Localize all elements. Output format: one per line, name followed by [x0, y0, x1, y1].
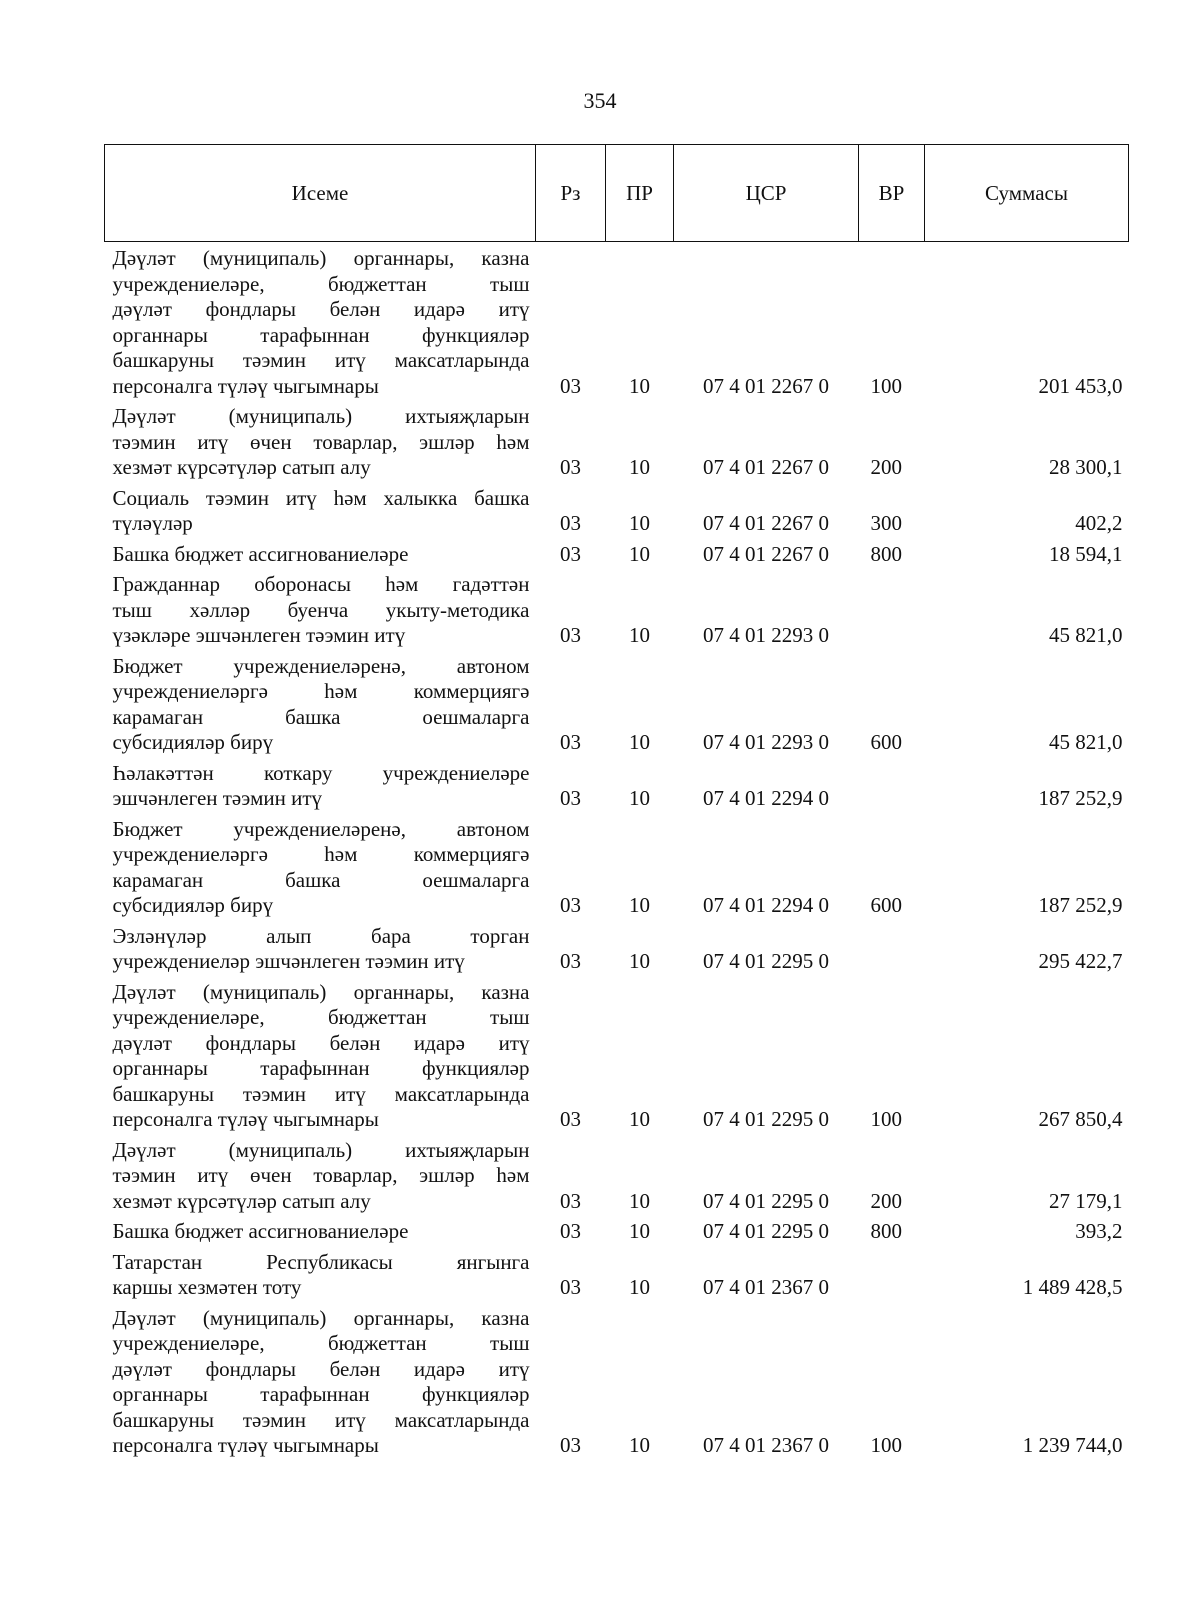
- row-sum: 1 489 428,5: [1022, 1275, 1123, 1299]
- row-rz: 03: [560, 511, 581, 535]
- table-row: [105, 1219, 1129, 1250]
- row-pr: 10: [629, 1433, 650, 1457]
- row-sum: 45 821,0: [1049, 730, 1123, 754]
- row-vr: [859, 572, 925, 654]
- row-pr: 10: [629, 1107, 650, 1131]
- row-name-line: Башка бюджет ассигнованиеләре: [112, 1219, 409, 1243]
- row-name-line: учреждениеләр эшчәнлеген тәэмин итү: [112, 949, 465, 973]
- row-name-line: учреждениеләре, бюджеттан тыш: [112, 271, 530, 296]
- header-sum: Суммасы: [925, 145, 1129, 242]
- row-csr: 07 4 01 2267 0: [703, 511, 829, 535]
- row-name-line: персоналга түләү чыгымнары: [112, 1107, 379, 1131]
- row-name-line: учреждениеләргә һәм коммерциягә: [112, 842, 530, 866]
- row-name-line: персоналга түләү чыгымнары: [112, 1433, 379, 1457]
- table-row: [105, 817, 1129, 924]
- row-sum: 267 850,4: [1038, 1107, 1123, 1131]
- row-pr: 10: [629, 511, 650, 535]
- row-name-line: органнары тарафыннан функцияләр: [112, 1056, 530, 1080]
- row-name-line: Дәүләт (муниципаль) органнары, казна: [112, 979, 530, 1004]
- row-name-line: үзәкләре эшчәнлеген тәэмин итү: [112, 623, 406, 647]
- row-name-line: субсидияләр бирү: [112, 730, 274, 754]
- row-name-line: тыш хәлләр буенча укыту-методика: [112, 597, 530, 622]
- row-name-line: хезмәт күрсәтүләр сатып алу: [112, 455, 371, 479]
- row-name-line: дәүләт фондлары белән идарә итү: [112, 1030, 530, 1055]
- table-row: [105, 654, 1129, 761]
- row-vr: 800: [870, 541, 902, 566]
- row-vr: 800: [870, 1219, 902, 1243]
- row-sum: 201 453,0: [1038, 373, 1123, 398]
- row-vr: 200: [870, 1188, 902, 1213]
- row-pr: 10: [629, 730, 650, 754]
- row-pr: 10: [629, 1219, 650, 1243]
- row-vr: 600: [870, 893, 902, 917]
- row-name: [105, 1138, 536, 1220]
- row-name: [105, 1250, 536, 1306]
- row-vr: 200: [870, 455, 902, 479]
- table-row: [105, 486, 1129, 542]
- row-name: [105, 486, 536, 542]
- row-csr: 07 4 01 2294 0: [703, 786, 829, 810]
- table-row: [105, 572, 1129, 654]
- header-rz: Рз: [536, 145, 606, 242]
- row-csr: 07 4 01 2295 0: [703, 1188, 829, 1213]
- row-vr: 100: [870, 1107, 902, 1131]
- row-name-line: Социаль тәэмин итү һәм халыкка башка: [112, 485, 530, 510]
- row-pr: 10: [629, 623, 650, 647]
- row-name: [105, 404, 536, 486]
- row-pr: 10: [629, 786, 650, 810]
- row-pr: 10: [629, 455, 650, 479]
- row-name: [105, 1306, 536, 1464]
- row-sum: 27 179,1: [1049, 1188, 1123, 1213]
- row-csr: 07 4 01 2295 0: [703, 949, 829, 973]
- row-name-line: Бюджет учреждениеләренә, автоном: [112, 653, 530, 678]
- row-name-line: башкаруны тәэмин итү максатларында: [112, 1081, 530, 1106]
- row-name-line: Дәүләт (муниципаль) органнары, казна: [112, 1305, 530, 1330]
- row-rz: 03: [560, 949, 581, 973]
- row-name-line: органнары тарафыннан функцияләр: [112, 322, 530, 347]
- row-pr: 10: [629, 1275, 650, 1299]
- row-csr: 07 4 01 2267 0: [703, 455, 829, 479]
- row-csr: 07 4 01 2267 0: [703, 541, 829, 566]
- row-name: [105, 572, 536, 654]
- row-name: [105, 654, 536, 761]
- row-name-line: учреждениеләре, бюджеттан тыш: [112, 1331, 530, 1355]
- row-vr: [859, 1250, 925, 1306]
- row-pr: 10: [629, 893, 650, 917]
- row-name-line: башкаруны тәэмин итү максатларында: [112, 1407, 530, 1432]
- row-name-line: органнары тарафыннан функцияләр: [112, 1382, 530, 1406]
- row-rz: 03: [560, 623, 581, 647]
- row-rz: 03: [560, 541, 581, 566]
- row-vr: [859, 924, 925, 980]
- row-name-line: Татарстан Республикасы янгынга: [112, 1249, 530, 1274]
- header-vr: ВР: [859, 145, 925, 242]
- row-name-line: персоналга түләү чыгымнары: [112, 373, 379, 398]
- row-sum: 393,2: [1075, 1219, 1123, 1243]
- table-body: [105, 242, 1129, 1464]
- row-rz: 03: [560, 786, 581, 810]
- row-name: [105, 1219, 536, 1250]
- row-pr: 10: [629, 1188, 650, 1213]
- row-csr: 07 4 01 2294 0: [703, 893, 829, 917]
- row-sum: 295 422,7: [1038, 949, 1123, 973]
- row-rz: 03: [560, 373, 581, 398]
- row-csr: 07 4 01 2295 0: [703, 1219, 829, 1243]
- row-pr: 10: [629, 373, 650, 398]
- row-name-line: дәүләт фондлары белән идарә итү: [112, 1356, 530, 1381]
- row-name-line: Бюджет учреждениеләренә, автоном: [112, 816, 530, 841]
- row-name: [105, 980, 536, 1138]
- row-csr: 07 4 01 2367 0: [703, 1275, 829, 1299]
- page-number: 354: [583, 88, 617, 113]
- header-pr: ПР: [606, 145, 674, 242]
- row-rz: 03: [560, 730, 581, 754]
- table-header: [105, 145, 1129, 242]
- table-row: [105, 924, 1129, 980]
- row-name-line: учреждениеләре, бюджеттан тыш: [112, 1005, 530, 1029]
- table-row: [105, 1250, 1129, 1306]
- row-vr: 100: [870, 1433, 902, 1457]
- row-name: [105, 542, 536, 573]
- row-vr: 300: [870, 511, 902, 535]
- table-row: [105, 404, 1129, 486]
- row-name-line: түләүләр: [112, 511, 193, 535]
- table-row: [105, 1306, 1129, 1464]
- row-rz: 03: [560, 1188, 581, 1213]
- row-name-line: Дәүләт (муниципаль) ихтыяҗларын: [112, 404, 530, 428]
- row-pr: 10: [629, 949, 650, 973]
- row-csr: 07 4 01 2293 0: [703, 730, 829, 754]
- row-name: [105, 761, 536, 817]
- row-name-line: Дәүләт (муниципаль) ихтыяҗларын: [112, 1137, 530, 1162]
- row-name-line: эшчәнлеген тәэмин итү: [112, 786, 323, 810]
- row-sum: 28 300,1: [1049, 455, 1123, 479]
- row-rz: 03: [560, 1433, 581, 1457]
- row-sum: 1 239 744,0: [1022, 1433, 1123, 1457]
- table-row: [105, 542, 1129, 573]
- row-csr: 07 4 01 2267 0: [703, 373, 829, 398]
- row-name-line: Эзләнүләр алып бара торган: [112, 923, 530, 948]
- row-name-line: карамаган башка оешмаларга: [112, 704, 530, 729]
- row-name-line: учреждениеләргә һәм коммерциягә: [112, 679, 530, 703]
- row-name: [105, 817, 536, 924]
- budget-table-container: [104, 144, 1128, 1464]
- row-vr: [859, 761, 925, 817]
- row-rz: 03: [560, 893, 581, 917]
- row-csr: 07 4 01 2295 0: [703, 1107, 829, 1131]
- row-sum: 45 821,0: [1049, 623, 1123, 647]
- row-sum: 402,2: [1075, 511, 1123, 535]
- header-name: Исеме: [105, 145, 536, 242]
- row-name-line: Дәүләт (муниципаль) органнары, казна: [112, 246, 530, 270]
- row-name: [105, 924, 536, 980]
- table-row: [105, 242, 1129, 405]
- table-row: [105, 1138, 1129, 1220]
- budget-table: [104, 144, 1129, 1464]
- table-row: [105, 761, 1129, 817]
- row-name-line: башкаруны тәэмин итү максатларында: [112, 348, 530, 372]
- row-sum: 187 252,9: [1038, 893, 1123, 917]
- row-rz: 03: [560, 1219, 581, 1243]
- row-name-line: карамаган башка оешмаларга: [112, 867, 530, 892]
- row-pr: 10: [629, 541, 650, 566]
- row-name-line: дәүләт фондлары белән идарә итү: [112, 297, 530, 321]
- row-rz: 03: [560, 455, 581, 479]
- header-row: [105, 145, 1129, 242]
- row-name-line: хезмәт күрсәтүләр сатып алу: [112, 1188, 371, 1213]
- table-row: [105, 980, 1129, 1138]
- row-name-line: Һәлакәттән коткару учреждениеләре: [112, 760, 530, 785]
- row-rz: 03: [560, 1275, 581, 1299]
- row-csr: 07 4 01 2293 0: [703, 623, 829, 647]
- row-name-line: тәэмин итү өчен товарлар, эшләр һәм: [112, 429, 530, 454]
- row-sum: 187 252,9: [1038, 786, 1123, 810]
- row-name-line: тәэмин итү өчен товарлар, эшләр һәм: [112, 1163, 530, 1187]
- row-name-line: Башка бюджет ассигнованиеләре: [112, 541, 409, 566]
- header-csr: ЦСР: [674, 145, 859, 242]
- row-sum: 18 594,1: [1049, 541, 1123, 566]
- row-csr: 07 4 01 2367 0: [703, 1433, 829, 1457]
- row-name: [105, 242, 536, 405]
- row-name-line: каршы хезмәтен тоту: [112, 1275, 302, 1299]
- row-vr: 100: [870, 373, 902, 398]
- row-rz: 03: [560, 1107, 581, 1131]
- row-vr: 600: [870, 730, 902, 754]
- row-name-line: субсидияләр бирү: [112, 893, 274, 917]
- row-name-line: Гражданнар оборонасы һәм гадәттән: [112, 572, 530, 596]
